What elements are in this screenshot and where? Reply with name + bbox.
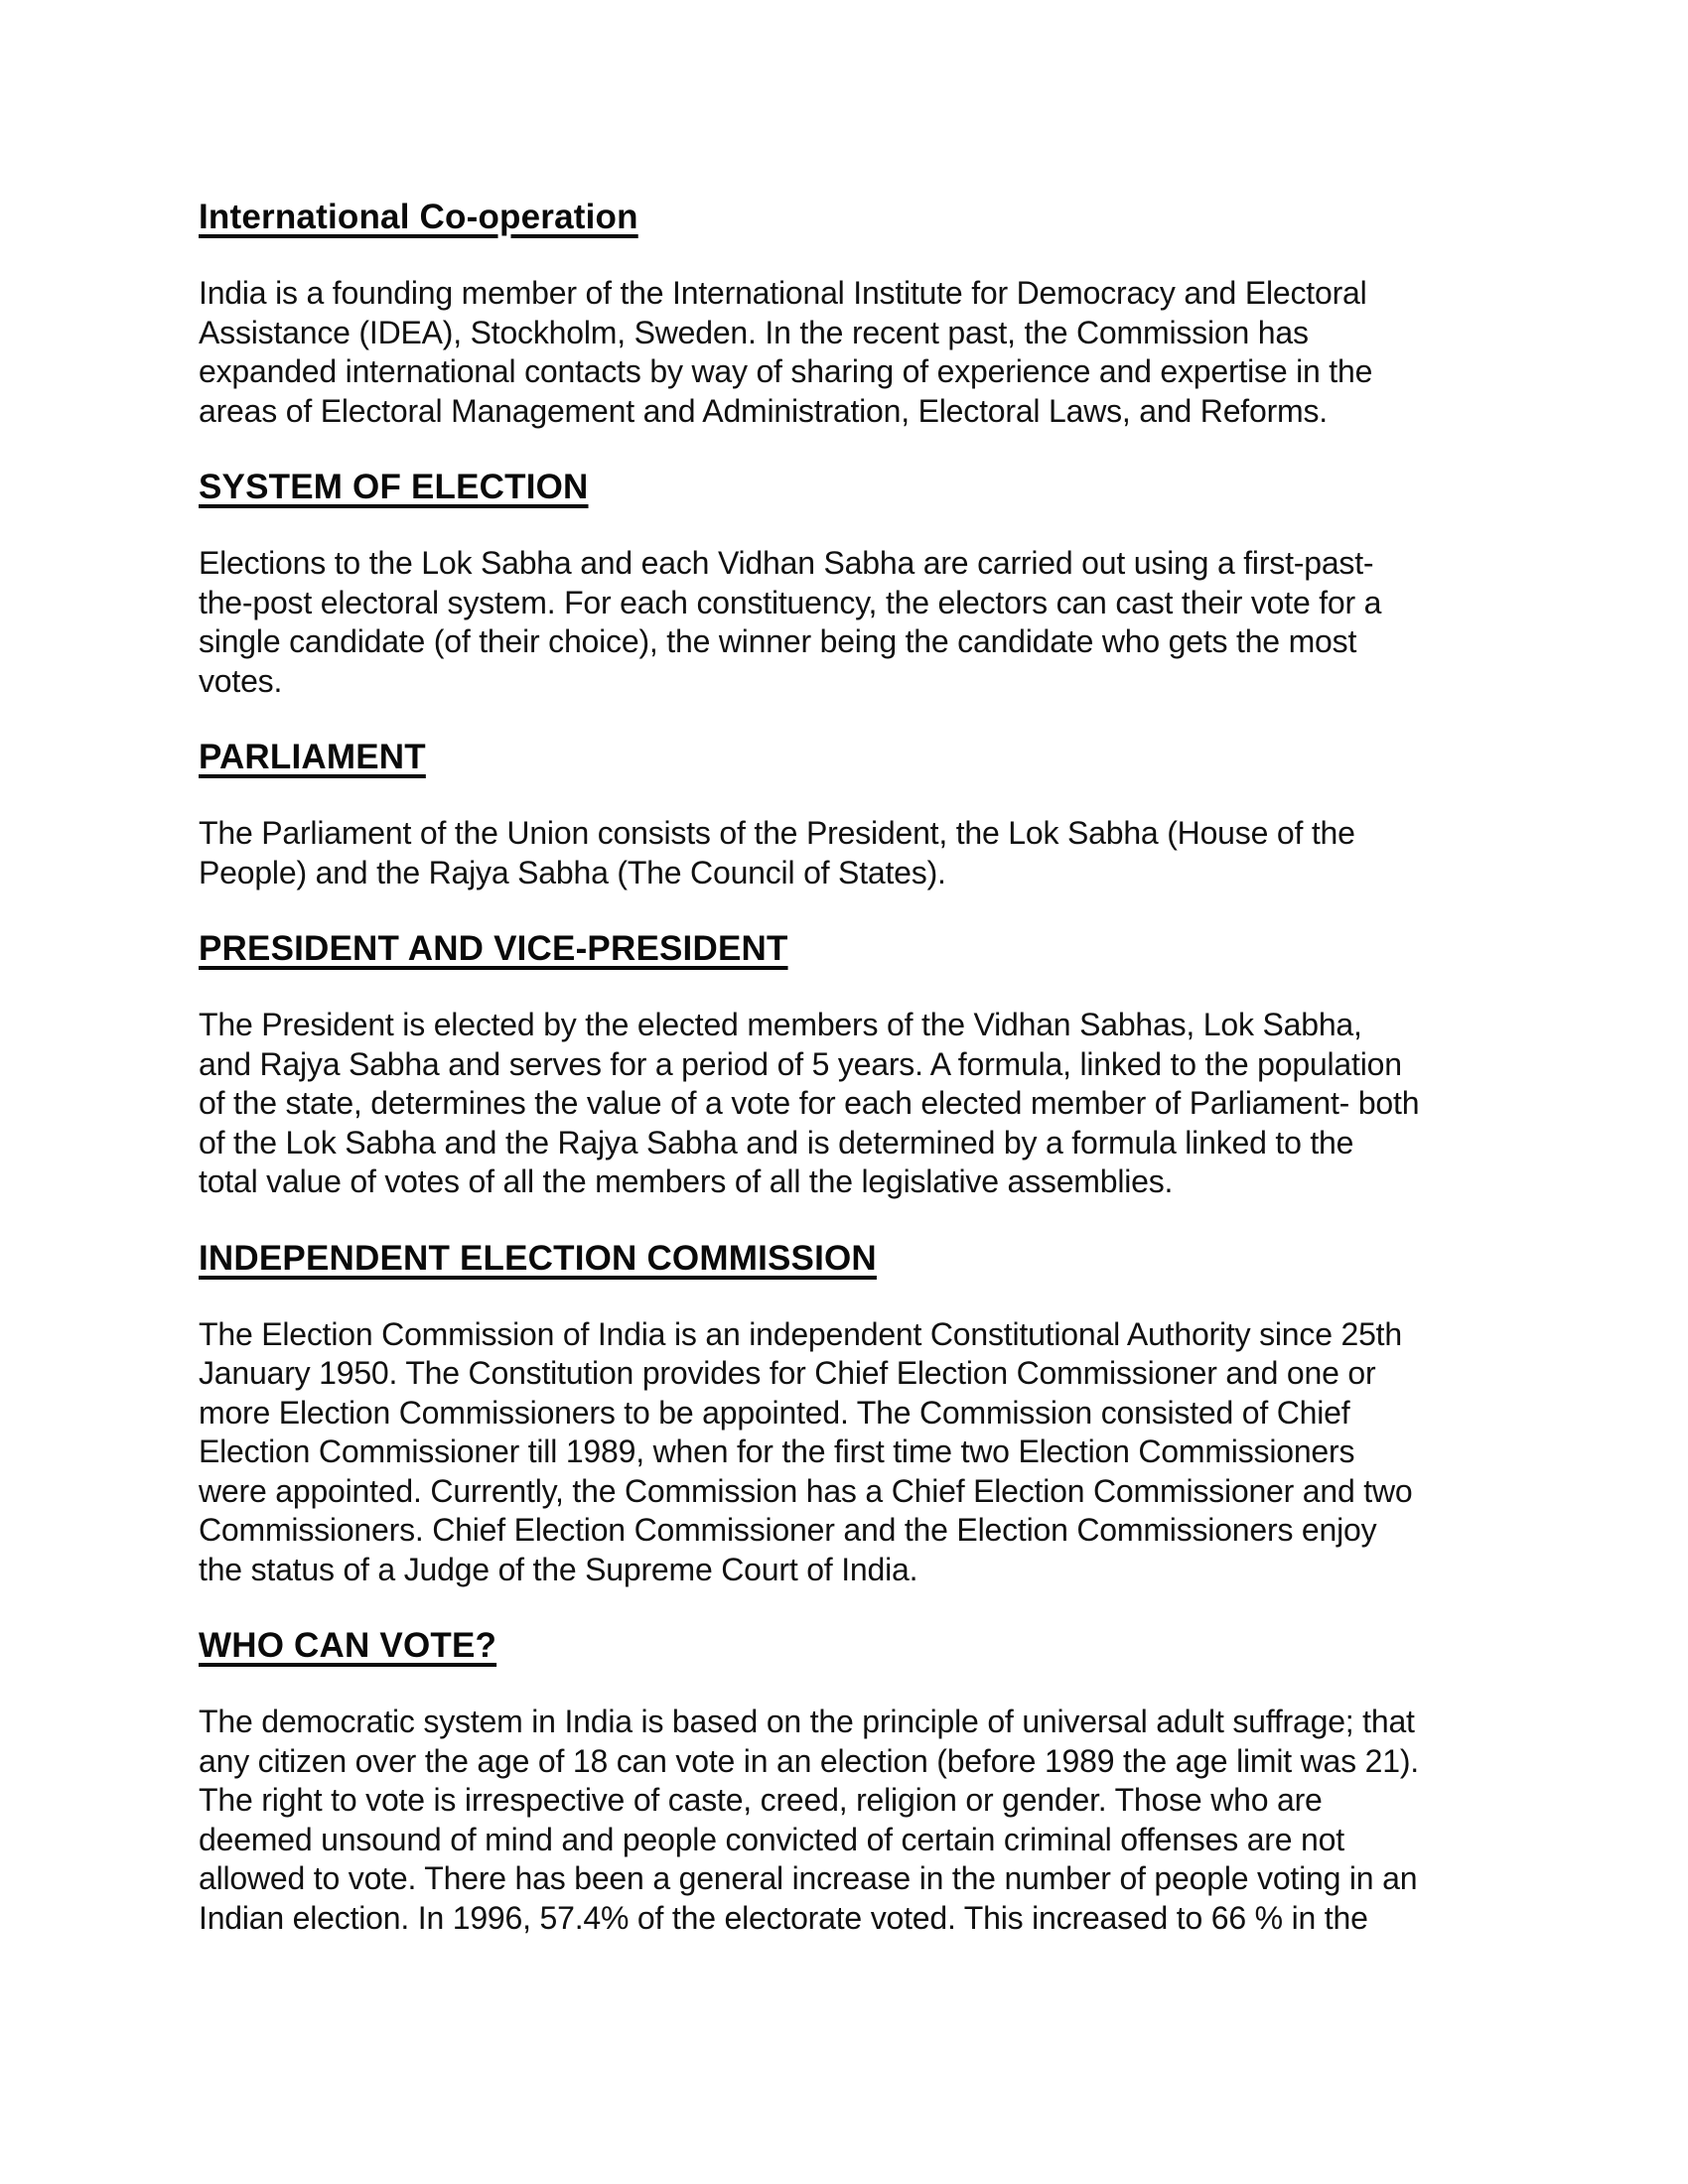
section-heading: PRESIDENT AND VICE-PRESIDENT [199,929,788,968]
section-paragraph: The Parliament of the Union consists of the President, the Lok Sabha (House of the People) and the Rajya Sabha (The Council of States). [199,815,1355,890]
section-heading: INDEPENDENT ELECTION COMMISSION [199,1238,877,1278]
section-heading: PARLIAMENT [199,738,426,776]
section-paragraph: India is a founding member of the International Institute for Democracy and Electoral Assistance (IDEA), Stockholm, Sweden. In the recent past, the Commission has expanded international contacts by way of sharing of experience and expertise in the areas of Electoral Management and Administration, Electoral Laws, and Reforms. [199,275,1373,429]
section-heading: SYSTEM OF ELECTION [199,468,589,506]
section-paragraph: The President is elected by the elected members of the Vidhan Sabhas, Lok Sabha, and Rajya Sabha and serves for a period of 5 years. A formula, linked to the population of the state, determines the value of a vote for each elected member of Parliament- both of the Lok Sabha and the Rajya Sabha and is determined by a formula linked to the total value of votes of all the members of all the legislative assemblies. [199,1007,1420,1199]
section-heading: WHO CAN VOTE? [199,1626,497,1665]
section-paragraph: Elections to the Lok Sabha and each Vidhan Sabha are carried out using a first-past- the-post electoral system. For each constituency, the electors can cast their vote for a single candidate (of their choice), the winner being the candidate who gets the most votes. [199,545,1382,699]
section-paragraph: The democratic system in India is based on the principle of universal adult suffrage; that any citizen over the age of 18 can vote in an election (before 1989 the age limit was 21). The right to vote is irrespective of caste, creed, religion or gender. Those who are deemed unsound of mind and people convicted of certain criminal offenses are not allowed to vote. There has been a general increase in the number of people voting in an Indian election. In 1996, 57.4% of the electorate voted. This increased to 66 % in the [199,1704,1419,1936]
section-paragraph: The Election Commission of India is an independent Constitutional Authority since 25th January 1950. The Constitution provides for Chief Election Commissioner and one or more Election Commissioners to be appointed. The Commission consisted of Chief Election Commissioner till 1989, when for the first time two Election Commissioners were appointed. Currently, the Commission has a Chief Election Commissioner and two Commissioners. Chief Election Commissioner and the Election Commissioners enjoy the status of a Judge of the Supreme Court of India. [199,1315,1413,1587]
section-heading: International Co-operation [199,198,638,236]
